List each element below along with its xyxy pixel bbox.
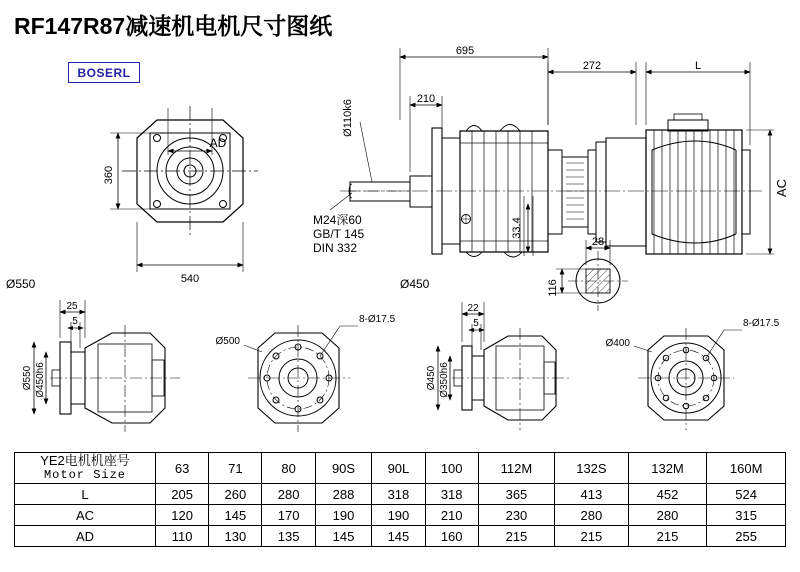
- dim-695: 695: [455, 45, 475, 57]
- cell-AC-0: 120: [156, 505, 209, 526]
- table-header-row: [15, 453, 786, 484]
- cell-AD-8: 215: [628, 526, 707, 547]
- table-row: [15, 526, 786, 547]
- view-side-assembly: [330, 48, 774, 311]
- cell-AD-3: 145: [315, 526, 372, 547]
- dim-d350h6-side: Ø350h6: [439, 362, 450, 398]
- dim-d110k6: Ø110k6: [342, 99, 354, 137]
- dim-L: L: [694, 60, 702, 72]
- dim-d450h6-side: Ø450h6: [35, 362, 46, 398]
- view-flange-400-face: [634, 328, 742, 430]
- page-title: RF147R87减速机电机尺寸图纸: [14, 13, 333, 39]
- col-header-3: 90S: [315, 453, 372, 484]
- thread-spec-line2: GB/T 145: [313, 227, 365, 241]
- row-label-L: L: [15, 484, 156, 505]
- dim-22: 22: [467, 303, 479, 314]
- cell-AD-2: 135: [262, 526, 315, 547]
- table-rowhead-motor-size: [15, 453, 156, 484]
- cell-AC-6: 230: [478, 505, 554, 526]
- col-header-7: 132S: [555, 453, 629, 484]
- dim-360: 360: [103, 165, 115, 185]
- dim-d400: Ø400: [605, 338, 630, 349]
- dim-33-4: 33.4: [511, 217, 523, 239]
- thread-spec-line1: M24深60: [313, 213, 362, 227]
- col-header-9: 160M: [707, 453, 786, 484]
- col-header-2: 80: [262, 453, 315, 484]
- cell-L-2: 280: [262, 484, 315, 505]
- dim-AC: AC: [774, 178, 789, 198]
- col-header-4: 90L: [372, 453, 425, 484]
- header-cn: YE2电机机座号: [40, 453, 130, 468]
- dim-d550-side: Ø550: [22, 365, 33, 391]
- col-header-1: 71: [209, 453, 262, 484]
- cell-L-9: 524: [707, 484, 786, 505]
- cell-AC-4: 190: [372, 505, 425, 526]
- cell-L-4: 318: [372, 484, 425, 505]
- cell-AD-1: 130: [209, 526, 262, 547]
- col-header-8: 132M: [628, 453, 707, 484]
- cell-AD-5: 160: [425, 526, 478, 547]
- cell-L-1: 260: [209, 484, 262, 505]
- header-en: Motor Size: [43, 468, 126, 482]
- cell-AC-1: 145: [209, 505, 262, 526]
- motor-size-table: [14, 452, 786, 547]
- table-row: [15, 505, 786, 526]
- dim-d450: Ø450: [400, 277, 430, 291]
- col-header-6: 112M: [478, 453, 554, 484]
- thread-spec-line3: DIN 332: [313, 241, 358, 255]
- dim-28: 28: [591, 236, 605, 248]
- col-header-5: 100: [425, 453, 478, 484]
- table-row: [15, 484, 786, 505]
- cell-AD-9: 255: [707, 526, 786, 547]
- cell-AC-3: 190: [315, 505, 372, 526]
- cell-L-6: 365: [478, 484, 554, 505]
- view-flange-550-side: [34, 300, 180, 432]
- cell-AC-8: 280: [628, 505, 707, 526]
- dim-272: 272: [582, 60, 602, 72]
- dim-25: 25: [66, 301, 78, 312]
- cell-L-5: 318: [425, 484, 478, 505]
- cell-L-3: 288: [315, 484, 372, 505]
- holes-right: 8-Ø17.5: [743, 318, 780, 329]
- cell-AC-7: 280: [555, 505, 629, 526]
- dim-116: 116: [547, 279, 559, 297]
- dim-210: 210: [416, 93, 436, 105]
- cell-L-0: 205: [156, 484, 209, 505]
- row-label-AC: AC: [15, 505, 156, 526]
- cell-L-8: 452: [628, 484, 707, 505]
- brand-logo: BOSERL: [68, 62, 140, 83]
- dim-d500: Ø500: [215, 336, 240, 347]
- row-label-AD: AD: [15, 526, 156, 547]
- dim-d450-side: Ø450: [426, 365, 437, 391]
- cell-AC-2: 170: [262, 505, 315, 526]
- cell-AD-6: 215: [478, 526, 554, 547]
- dim-d550: Ø550: [6, 277, 36, 291]
- cell-AC-5: 210: [425, 505, 478, 526]
- view-flange-450-side: [438, 302, 570, 430]
- dim-5-left: 5: [72, 316, 78, 327]
- cell-L-7: 413: [555, 484, 629, 505]
- dim-AD: AD: [209, 136, 227, 150]
- col-header-0: 63: [156, 453, 209, 484]
- cell-AD-7: 215: [555, 526, 629, 547]
- cell-AD-0: 110: [156, 526, 209, 547]
- view-front-left: [110, 106, 258, 272]
- cell-AD-4: 145: [372, 526, 425, 547]
- holes-left: 8-Ø17.5: [359, 314, 396, 325]
- dim-540: 540: [180, 273, 200, 285]
- view-flange-500-face: [244, 325, 358, 432]
- dim-5-right: 5: [473, 318, 479, 329]
- cell-AC-9: 315: [707, 505, 786, 526]
